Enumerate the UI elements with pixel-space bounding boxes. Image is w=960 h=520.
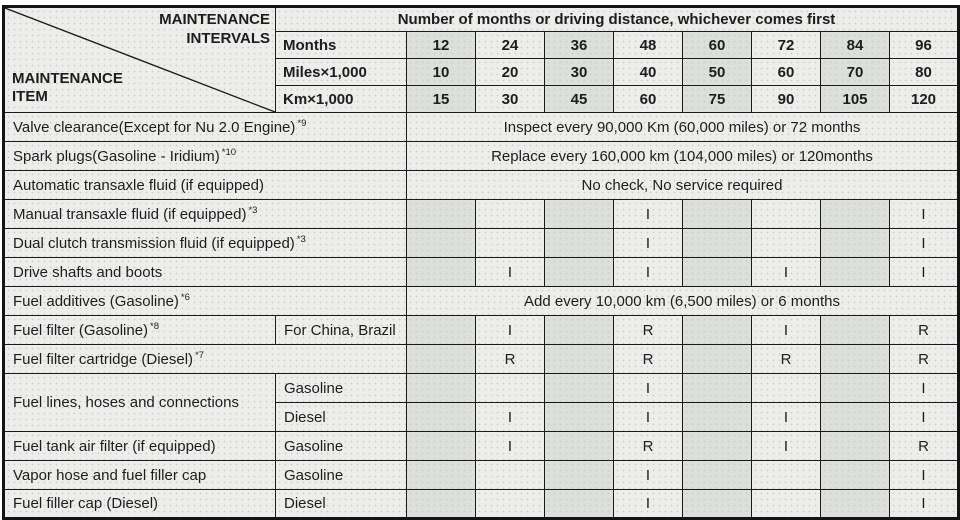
interval-value: 30 (476, 86, 545, 113)
item-label-text: Drive shafts and boots (13, 263, 163, 281)
mark-cell (476, 461, 545, 490)
item-label-text: Spark plugs(Gasoline - Iridium) (13, 148, 220, 165)
mark-cell: I (476, 432, 545, 461)
mark-cell (407, 374, 476, 403)
footnote-ref: *3 (296, 234, 306, 245)
table-row (4, 229, 959, 258)
mark-cell (821, 258, 890, 287)
mark-cell (683, 258, 752, 287)
mark-cell (752, 461, 821, 490)
maintenance-item-label: MAINTENANCE ITEM (12, 69, 123, 106)
mark-cell (545, 403, 614, 432)
mark-cell (821, 316, 890, 345)
mark-cell (752, 490, 821, 519)
mark-cell (821, 200, 890, 229)
mark-cell (545, 490, 614, 519)
mark-cell (407, 461, 476, 490)
mark-cell: I (614, 229, 683, 258)
item-label-text: Dual clutch transmission fluid (if equipped) (13, 235, 295, 252)
subitem-label: Gasoline (276, 432, 407, 461)
item-label (4, 113, 407, 142)
note-cell: Add every 10,000 km (6,500 miles) or 6 months (407, 287, 959, 316)
mark-cell (752, 229, 821, 258)
interval-value: 90 (752, 86, 821, 113)
footnote-ref: *6 (180, 292, 190, 303)
mark-cell: I (614, 258, 683, 287)
mark-cell (407, 200, 476, 229)
mark-cell: I (476, 316, 545, 345)
interval-value: 80 (890, 59, 959, 86)
mark-cell (821, 461, 890, 490)
interval-value: 24 (476, 32, 545, 59)
mark-cell (476, 374, 545, 403)
footnote-ref: *8 (150, 321, 160, 332)
header-title-row (4, 7, 959, 32)
interval-value: 60 (683, 32, 752, 59)
interval-value: 20 (476, 59, 545, 86)
item-label-text: Valve clearance(Except for Nu 2.0 Engine) (13, 119, 296, 136)
table-row (4, 490, 959, 519)
mark-cell (407, 403, 476, 432)
mark-cell (683, 432, 752, 461)
item-label (4, 142, 407, 171)
unit-label-months: Months (276, 32, 407, 59)
item-label (4, 200, 407, 229)
item-label (4, 287, 407, 316)
mark-cell (683, 374, 752, 403)
interval-value: 48 (614, 32, 683, 59)
mark-cell (545, 374, 614, 403)
interval-value: 10 (407, 59, 476, 86)
mark-cell (683, 490, 752, 519)
mark-cell (545, 461, 614, 490)
mark-cell: I (890, 490, 959, 519)
mark-cell (545, 432, 614, 461)
interval-value: 72 (752, 32, 821, 59)
mark-cell: I (614, 403, 683, 432)
mark-cell: I (476, 258, 545, 287)
mark-cell: I (890, 229, 959, 258)
table-row (4, 258, 959, 287)
item-label-text: Fuel additives (Gasoline) (13, 293, 179, 310)
table-row (4, 316, 959, 345)
mark-cell (407, 490, 476, 519)
subitem-label: Gasoline (276, 461, 407, 490)
interval-value: 45 (545, 86, 614, 113)
item-label (4, 374, 276, 432)
unit-label-miles: Miles×1,000 (276, 59, 407, 86)
interval-value: 12 (407, 32, 476, 59)
interval-value: 40 (614, 59, 683, 86)
table-row (4, 200, 959, 229)
mark-cell (752, 374, 821, 403)
mark-cell (476, 490, 545, 519)
item-label-text: Manual transaxle fluid (if equipped) (13, 206, 247, 223)
table-row (4, 171, 959, 200)
mark-cell (821, 229, 890, 258)
mark-cell: R (614, 345, 683, 374)
item-label (4, 461, 276, 490)
mark-cell: I (752, 316, 821, 345)
table-row (4, 432, 959, 461)
corner-cell (4, 7, 276, 113)
mark-cell: I (614, 374, 683, 403)
mark-cell (545, 258, 614, 287)
note-cell: Inspect every 90,000 Km (60,000 miles) or 72 months (407, 113, 959, 142)
interval-value: 84 (821, 32, 890, 59)
note-cell: Replace every 160,000 km (104,000 miles) or 120months (407, 142, 959, 171)
interval-value: 36 (545, 32, 614, 59)
mark-cell (407, 258, 476, 287)
mark-cell (683, 345, 752, 374)
mark-cell: R (890, 432, 959, 461)
mark-cell (476, 200, 545, 229)
header-title: Number of months or driving distance, whichever comes first (276, 7, 959, 32)
maintenance-schedule-page (2, 5, 960, 520)
mark-cell (683, 461, 752, 490)
note-cell: No check, No service required (407, 171, 959, 200)
mark-cell (407, 229, 476, 258)
maintenance-schedule-table (2, 5, 960, 520)
mark-cell (821, 432, 890, 461)
table-row (4, 374, 959, 403)
item-label-text: Automatic transaxle fluid (if equipped) (13, 176, 264, 194)
mark-cell: R (890, 316, 959, 345)
item-label-text: Vapor hose and fuel filler cap (13, 466, 207, 484)
mark-cell: I (614, 200, 683, 229)
mark-cell (821, 345, 890, 374)
footnote-ref: *10 (221, 147, 237, 158)
mark-cell (683, 316, 752, 345)
interval-value: 120 (890, 86, 959, 113)
item-label-text: Fuel filter (Gasoline) (13, 322, 149, 339)
item-label-text: Fuel filter cartridge (Diesel) (13, 351, 194, 368)
maintenance-intervals-label: MAINTENANCE INTERVALS (159, 11, 270, 47)
interval-value: 50 (683, 59, 752, 86)
mark-cell (683, 229, 752, 258)
item-label-text: Fuel filler cap (Diesel) (13, 495, 159, 512)
interval-value: 70 (821, 59, 890, 86)
mark-cell (821, 374, 890, 403)
item-label-text: Fuel lines, hoses and connections (13, 394, 239, 411)
subitem-label: For China, Brazil (276, 316, 407, 345)
item-label-text: Fuel tank air filter (if equipped) (13, 437, 216, 455)
mark-cell (683, 403, 752, 432)
interval-value: 15 (407, 86, 476, 113)
interval-value: 60 (752, 59, 821, 86)
mark-cell: I (476, 403, 545, 432)
item-label (4, 258, 407, 287)
mark-cell (545, 200, 614, 229)
mark-cell: I (614, 490, 683, 519)
unit-label-km: Km×1,000 (276, 86, 407, 113)
mark-cell: I (752, 258, 821, 287)
table-row (4, 113, 959, 142)
mark-cell: I (890, 403, 959, 432)
interval-value: 60 (614, 86, 683, 113)
mark-cell (821, 403, 890, 432)
mark-cell: I (752, 403, 821, 432)
mark-cell (545, 316, 614, 345)
mark-cell (407, 316, 476, 345)
interval-value: 96 (890, 32, 959, 59)
item-label (4, 171, 407, 200)
item-label (4, 490, 276, 519)
mark-cell (683, 200, 752, 229)
footnote-ref: *3 (248, 205, 258, 216)
mark-cell: I (890, 258, 959, 287)
subitem-label: Gasoline (276, 374, 407, 403)
item-label (4, 316, 276, 345)
mark-cell (545, 229, 614, 258)
mark-cell: I (890, 200, 959, 229)
mark-cell: R (752, 345, 821, 374)
item-label (4, 229, 407, 258)
table-row (4, 345, 959, 374)
item-label (4, 432, 276, 461)
mark-cell: I (752, 432, 821, 461)
subitem-label: Diesel (276, 490, 407, 519)
mark-cell: R (476, 345, 545, 374)
table-row (4, 461, 959, 490)
mark-cell (821, 490, 890, 519)
mark-cell: R (890, 345, 959, 374)
table-row (4, 287, 959, 316)
interval-value: 75 (683, 86, 752, 113)
subitem-label: Diesel (276, 403, 407, 432)
mark-cell: R (614, 316, 683, 345)
mark-cell: I (890, 374, 959, 403)
table-row (4, 142, 959, 171)
item-label (4, 345, 407, 374)
interval-value: 30 (545, 59, 614, 86)
mark-cell: I (614, 461, 683, 490)
mark-cell (752, 200, 821, 229)
interval-value: 105 (821, 86, 890, 113)
footnote-ref: *9 (297, 118, 307, 129)
mark-cell (545, 345, 614, 374)
mark-cell (407, 432, 476, 461)
mark-cell (407, 345, 476, 374)
mark-cell: I (890, 461, 959, 490)
mark-cell (476, 229, 545, 258)
mark-cell: R (614, 432, 683, 461)
footnote-ref: *7 (195, 350, 205, 361)
